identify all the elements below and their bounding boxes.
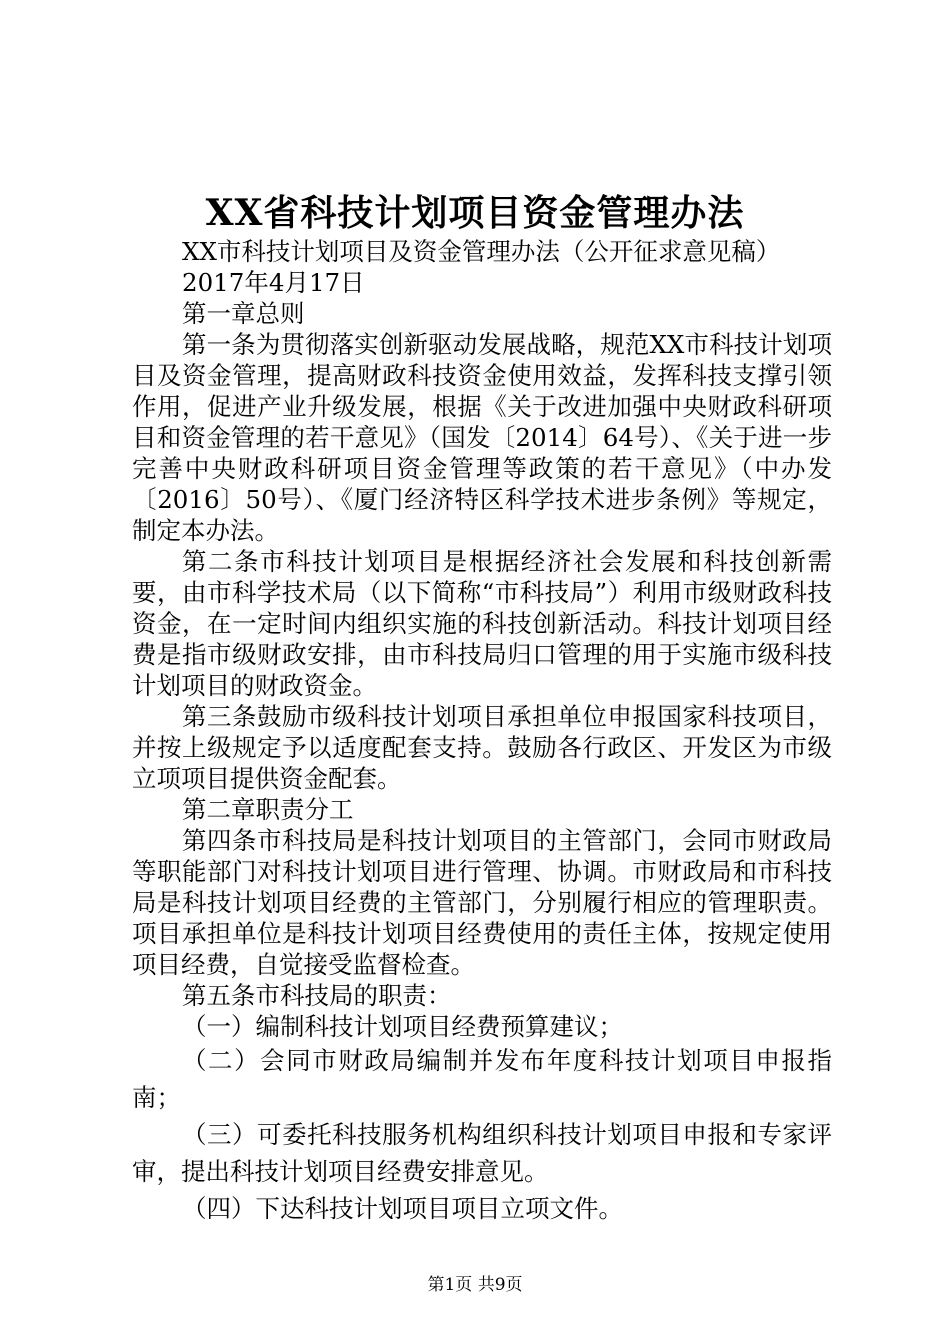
list-item: （二）会同市财政局编制并发布年度科技计划项目申报指南； bbox=[132, 1046, 832, 1112]
subtitle-paragraph: XX市科技计划项目及资金管理办法（公开征求意见稿） bbox=[182, 237, 781, 266]
article-paragraph: 第三条鼓励市级科技计划项目承担单位申报国家科技项目，并按上级规定予以适度配套支持。鼓励各行政区、开发区为市级立项项目提供资金配套。 bbox=[132, 702, 832, 793]
list-item: （三）可委托科技服务机构组织科技计划项目申报和专家评审，提出科技计划项目经费安排意见。 bbox=[132, 1120, 832, 1186]
article-paragraph: 第一条为贯彻落实创新驱动发展战略，规范XX市科技计划项目及资金管理，提高财政科技资金使用效益，发挥科技支撑引领作用，促进产业升级发展，根据《关于改进加强中央财政科研项目和资金管理的若干意见》（国发〔2014〕64号）、《关于进一步完善中央财政科研项目资金管理等政策的若干意见》（中办发〔2016〕50号）、《厦门经济特区科学技术进步条例》等规定，制定本办法。 bbox=[132, 330, 832, 545]
chapter-heading: 第二章职责分工 bbox=[182, 795, 354, 824]
article-paragraph: 第二条市科技计划项目是根据经济社会发展和科技创新需要，由市科学技术局（以下简称“市科技局”）利用市级财政科技资金，在一定时间内组织实施的科技创新活动。科技计划项目经费是指市级财政安排，由市科技局归口管理的用于实施市级科技计划项目的财政资金。 bbox=[132, 547, 832, 700]
article-paragraph: 第五条市科技局的职责： bbox=[182, 981, 452, 1010]
chapter-heading: 第一章总则 bbox=[182, 299, 305, 328]
date-paragraph: 2017年4月17日 bbox=[182, 268, 365, 297]
list-item: （一）编制科技计划项目经费预算建议； bbox=[182, 1012, 623, 1041]
document-body bbox=[132, 236, 832, 1227]
page-footer: 第1页 共9页 bbox=[427, 1275, 523, 1295]
list-item: （四）下达科技计划项目项目立项文件。 bbox=[182, 1194, 623, 1223]
document-title: XX省科技计划项目资金管理办法 bbox=[205, 192, 745, 234]
article-paragraph: 第四条市科技局是科技计划项目的主管部门，会同市财政局等职能部门对科技计划项目进行管理、协调。市财政局和市科技局是科技计划项目经费的主管部门，分别履行相应的管理职责。项目承担单位是科技计划项目经费使用的责任主体，按规定使用项目经费，自觉接受监督检查。 bbox=[132, 826, 832, 979]
